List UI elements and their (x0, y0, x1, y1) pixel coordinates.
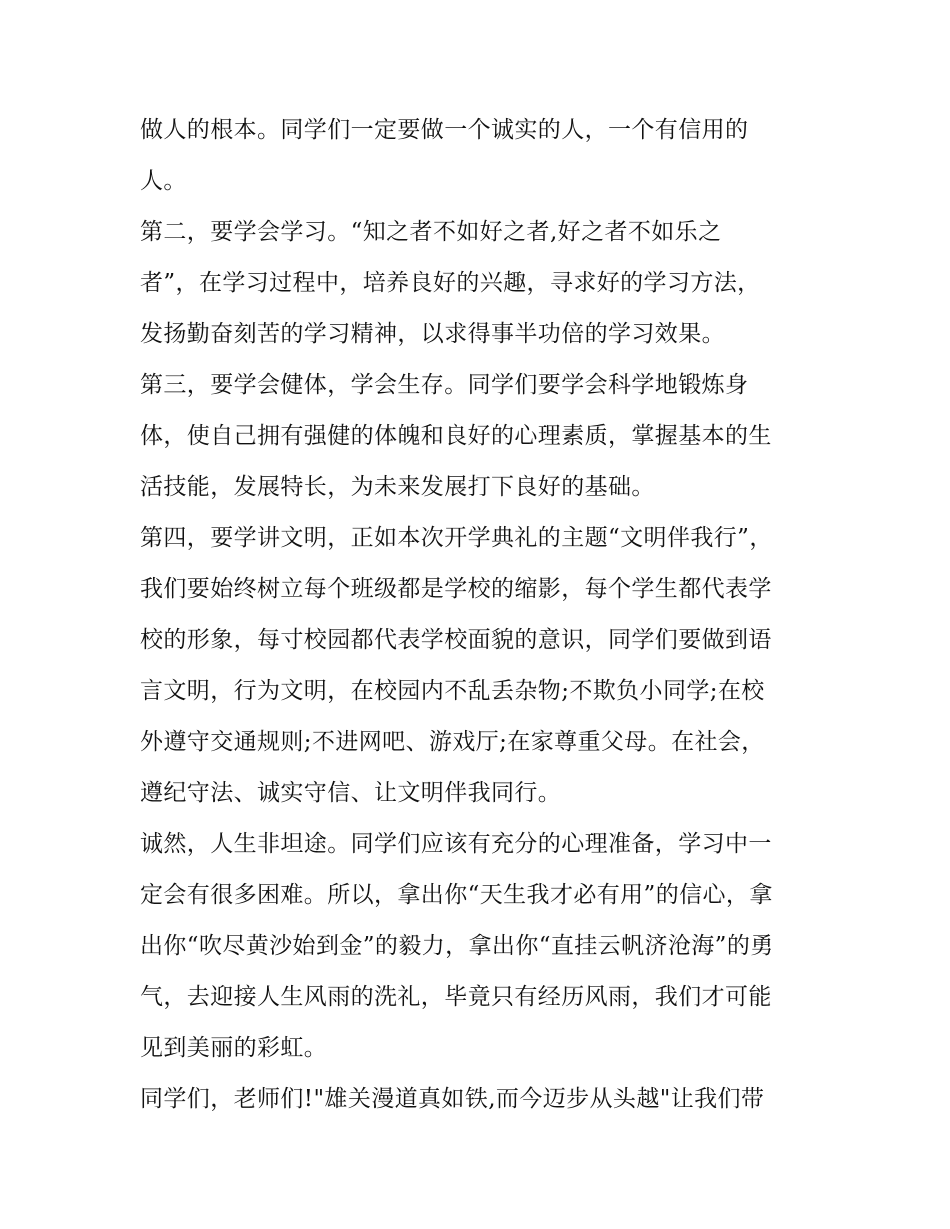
text-line: 第四，要学讲文明，正如本次开学典礼的主题“文明伴我行”， (140, 525, 773, 551)
text-line: 做人的根本。同学们一定要做一个诚实的人，一个有信用的 (140, 117, 749, 143)
text-line: 校的形象，每寸校园都代表学校面貌的意识，同学们要做到语 (140, 627, 772, 653)
document-body (140, 108, 820, 1128)
text-line: 同学们，老师们!"雄关漫道真如铁,而今迈步从头越"让我们带 (140, 1086, 765, 1112)
text-line: 遵纪守法、诚实守信、让文明伴我同行。 (140, 780, 562, 806)
text-line: 人。 (140, 168, 187, 194)
text-line: 体，使自己拥有强健的体魄和良好的心理素质，掌握基本的生 (140, 423, 772, 449)
text-line: 见到美丽的彩虹。 (140, 1035, 328, 1061)
text-line: 出你“吹尽黄沙始到金”的毅力，拿出你“直挂云帆济沧海”的勇 (140, 933, 774, 959)
text-line: 者”，在学习过程中，培养良好的兴趣，寻求好的学习方法， (140, 270, 761, 296)
text-line: 发扬勤奋刻苦的学习精神，以求得事半功倍的学习效果。 (140, 321, 725, 347)
text-line: 言文明，行为文明，在校园内不乱丢杂物;不欺负小同学;在校 (140, 678, 765, 704)
text-line: 诚然，人生非坦途。同学们应该有充分的心理准备，学习中一 (140, 831, 772, 857)
text-line: 定会有很多困难。所以，拿出你“天生我才必有用”的信心，拿 (140, 882, 773, 908)
text-line: 第二，要学会学习。“知之者不如好之者,好之者不如乐之 (140, 219, 722, 245)
text-line: 气，去迎接人生风雨的洗礼，毕竟只有经历风雨，我们才可能 (140, 984, 772, 1010)
text-line: 第三，要学会健体，学会生存。同学们要学会科学地锻炼身 (140, 372, 749, 398)
text-line: 活技能，发展特长，为未来发展打下良好的基础。 (140, 474, 655, 500)
text-line: 我们要始终树立每个班级都是学校的缩影，每个学生都代表学 (140, 576, 772, 602)
text-line: 外遵守交通规则;不进网吧、游戏厅;在家尊重父母。在社会， (140, 729, 765, 755)
